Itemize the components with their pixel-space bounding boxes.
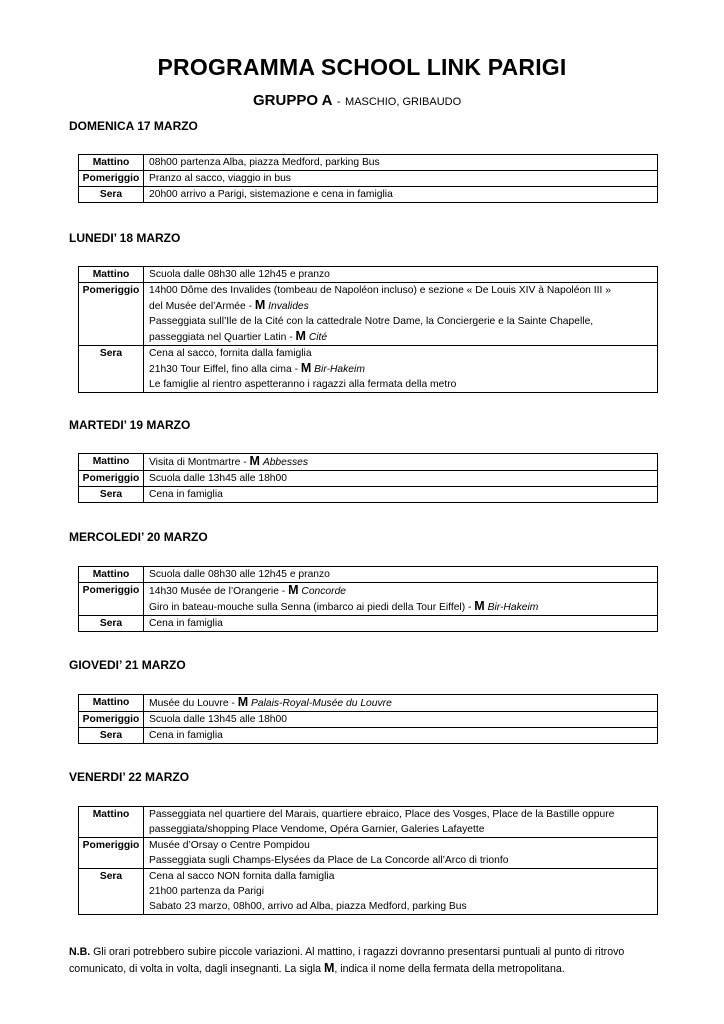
table-row xyxy=(79,346,658,393)
metro-symbol: M xyxy=(300,361,312,375)
activity-text: 21h30 Tour Eiffel, fino alla cima - xyxy=(149,364,301,375)
page-title: PROGRAMMA SCHOOL LINK PARIGI xyxy=(157,54,567,80)
table-row xyxy=(79,171,658,187)
time-of-day-label: Pomeriggio xyxy=(79,283,144,346)
activity-line xyxy=(149,298,652,314)
activity-text: Scuola dalle 08h30 alle 12h45 e pranzo xyxy=(149,569,330,580)
activity-text: Sabato 23 marzo, 08h00, arrivo ad Alba, piazza Medford, parking Bus xyxy=(149,901,467,912)
activity-text: Cena in famiglia xyxy=(149,489,223,500)
activity-line xyxy=(149,838,652,853)
activity-line xyxy=(149,487,652,502)
time-of-day-label: Mattino xyxy=(79,567,144,583)
time-of-day-label: Sera xyxy=(79,346,144,393)
activity-cell xyxy=(144,171,658,187)
activity-line xyxy=(149,807,652,822)
metro-symbol: M xyxy=(249,454,260,468)
time-of-day-label: Mattino xyxy=(79,267,144,283)
activity-line xyxy=(149,599,652,615)
time-of-day-label: Sera xyxy=(79,616,144,632)
activity-text: Cena in famiglia xyxy=(149,730,223,741)
table-row xyxy=(79,807,658,838)
footnote-text-end: , indica il nome della fermata della metropolitana. xyxy=(334,963,565,975)
day-schedule-table xyxy=(78,806,658,915)
activity-text: Cena in famiglia xyxy=(149,618,223,629)
activity-line xyxy=(149,329,652,345)
activity-text: Passeggiata sugli Champs-Elysées da Place de La Concorde all’Arco di trionfo xyxy=(149,855,509,866)
activity-line xyxy=(149,471,652,486)
activity-line xyxy=(149,616,652,631)
activity-line xyxy=(149,822,652,837)
metro-symbol: M xyxy=(288,583,299,597)
time-of-day-label: Sera xyxy=(79,187,144,203)
table-row xyxy=(79,712,658,728)
activity-cell xyxy=(144,187,658,203)
group-subtitle xyxy=(253,92,461,110)
activity-cell xyxy=(144,616,658,632)
table-row xyxy=(79,583,658,616)
activity-text: Passeggiata sull’Ile de la Cité con la cattedrale Notre Dame, la Conciergerie e la Sainte Chapelle, xyxy=(149,316,594,327)
activity-line xyxy=(149,567,652,582)
table-row xyxy=(79,155,658,171)
activity-text: 14h30 Musée de l’Orangerie - xyxy=(149,586,289,597)
table-row xyxy=(79,471,658,487)
time-of-day-label: Mattino xyxy=(79,807,144,838)
day-schedule-table xyxy=(78,566,658,632)
activity-line xyxy=(149,314,652,329)
activity-cell xyxy=(144,712,658,728)
activity-line xyxy=(149,728,652,743)
activity-line xyxy=(149,454,652,470)
activity-line xyxy=(149,695,652,711)
activity-line xyxy=(149,155,652,170)
activity-cell xyxy=(144,838,658,869)
activity-cell xyxy=(144,695,658,712)
table-row xyxy=(79,187,658,203)
day-heading: MARTEDI’ 19 MARZO xyxy=(69,418,191,432)
metro-symbol: M xyxy=(295,329,306,343)
activity-text: Le famiglie al rientro aspetteranno i ragazzi alla fermata della metro xyxy=(149,379,457,390)
time-of-day-label: Pomeriggio xyxy=(79,583,144,616)
table-row xyxy=(79,283,658,346)
table-row xyxy=(79,454,658,471)
activity-text: Pranzo al sacco, viaggio in bus xyxy=(149,173,291,184)
activity-text: passeggiata/shopping Place Vendome, Opéra Garnier, Galeries Lafayette xyxy=(149,824,485,835)
activity-cell xyxy=(144,155,658,171)
metro-symbol: M xyxy=(474,599,485,613)
activity-cell xyxy=(144,267,658,283)
group-separator: - xyxy=(336,96,341,108)
activity-line xyxy=(149,283,652,298)
footnote-prefix: N.B. xyxy=(69,946,91,958)
activity-line xyxy=(149,853,652,868)
time-of-day-label: Sera xyxy=(79,869,144,915)
activity-text: Scuola dalle 08h30 alle 12h45 e pranzo xyxy=(149,269,330,280)
day-schedule-table xyxy=(78,453,658,503)
metro-station: Abbesses xyxy=(262,457,309,468)
activity-cell xyxy=(144,728,658,744)
table-row xyxy=(79,728,658,744)
activity-cell xyxy=(144,807,658,838)
time-of-day-label: Pomeriggio xyxy=(79,712,144,728)
table-row xyxy=(79,695,658,712)
table-row xyxy=(79,487,658,503)
activity-text: 20h00 arrivo a Parigi, sistemazione e cena in famiglia xyxy=(149,189,393,200)
activity-line xyxy=(149,899,652,914)
metro-station: Invalides xyxy=(268,301,309,312)
activity-line xyxy=(149,712,652,727)
activity-line xyxy=(149,583,652,599)
activity-text: Musée du Louvre - xyxy=(149,698,238,709)
day-schedule-table xyxy=(78,266,658,393)
activity-line xyxy=(149,377,652,392)
activity-cell xyxy=(144,454,658,471)
table-row xyxy=(79,567,658,583)
time-of-day-label: Sera xyxy=(79,487,144,503)
activity-cell xyxy=(144,471,658,487)
activity-text: Giro in bateau-mouche sulla Senna (imbarco ai piedi della Tour Eiffel) - xyxy=(149,602,475,613)
time-of-day-label: Pomeriggio xyxy=(79,171,144,187)
table-row xyxy=(79,267,658,283)
metro-station: Cité xyxy=(308,332,328,343)
table-row xyxy=(79,616,658,632)
activity-text: 21h00 partenza da Parigi xyxy=(149,886,265,897)
activity-line xyxy=(149,884,652,899)
metro-station: Bir-Hakeim xyxy=(314,364,365,375)
activity-text: Cena al sacco, fornita dalla famiglia xyxy=(149,348,312,359)
activity-text: 08h00 partenza Alba, piazza Medford, parking Bus xyxy=(149,157,380,168)
table-row xyxy=(79,838,658,869)
day-heading: MERCOLEDI’ 20 MARZO xyxy=(69,530,208,544)
footnote xyxy=(69,944,659,977)
activity-text: passeggiata nel Quartier Latin - xyxy=(149,332,296,343)
activity-text: 14h00 Dôme des Invalides (tombeau de Napoléon incluso) e sezione « De Louis XIV à Napoléon III » xyxy=(149,285,611,296)
time-of-day-label: Mattino xyxy=(79,155,144,171)
metro-symbol: M xyxy=(324,961,335,975)
teacher-names: MASCHIO, GRIBAUDO xyxy=(345,96,462,108)
activity-line xyxy=(149,171,652,186)
activity-text: Scuola dalle 13h45 alle 18h00 xyxy=(149,473,287,484)
activity-line xyxy=(149,267,652,282)
activity-line xyxy=(149,187,652,202)
day-schedule-table xyxy=(78,154,658,203)
metro-symbol: M xyxy=(254,298,266,312)
time-of-day-label: Mattino xyxy=(79,454,144,471)
activity-text: Cena al sacco NON fornita dalla famiglia xyxy=(149,871,335,882)
activity-text: Musée d’Orsay o Centre Pompidou xyxy=(149,840,310,851)
day-heading: GIOVEDI’ 21 MARZO xyxy=(69,658,186,672)
time-of-day-label: Sera xyxy=(79,728,144,744)
group-name: GRUPPO A xyxy=(253,92,333,109)
activity-text: Visita di Montmartre - xyxy=(149,457,250,468)
activity-cell xyxy=(144,346,658,393)
metro-station: Bir-Hakeim xyxy=(487,602,539,613)
table-row xyxy=(79,869,658,915)
time-of-day-label: Pomeriggio xyxy=(79,471,144,487)
metro-symbol: M xyxy=(237,695,249,709)
time-of-day-label: Pomeriggio xyxy=(79,838,144,869)
activity-cell xyxy=(144,283,658,346)
metro-station: Concorde xyxy=(301,586,347,597)
day-schedule-table xyxy=(78,694,658,744)
activity-line xyxy=(149,361,652,377)
time-of-day-label: Mattino xyxy=(79,695,144,712)
day-heading: DOMENICA 17 MARZO xyxy=(69,119,198,133)
activity-text: Passeggiata nel quartiere del Marais, quartiere ebraico, Place des Vosges, Place de la Bastille oppure xyxy=(149,809,615,820)
activity-text: del Musée del’Armée - xyxy=(149,301,255,312)
activity-cell xyxy=(144,567,658,583)
activity-line xyxy=(149,869,652,884)
activity-cell xyxy=(144,869,658,915)
activity-cell xyxy=(144,583,658,616)
footnote-text: Gli orari potrebbero subire piccole variazioni. Al mattino, i ragazzi dovranno presentarsi puntuali al punto di ritrovo comunicato, di volta in volta, dagli insegnanti. La sigla xyxy=(69,946,625,975)
activity-cell xyxy=(144,487,658,503)
day-heading: VENERDI’ 22 MARZO xyxy=(69,770,190,784)
metro-station: Palais-Royal-Musée du Louvre xyxy=(251,698,392,709)
activity-text: Scuola dalle 13h45 alle 18h00 xyxy=(149,714,287,725)
day-heading: LUNEDI’ 18 MARZO xyxy=(69,231,181,245)
activity-line xyxy=(149,346,652,361)
